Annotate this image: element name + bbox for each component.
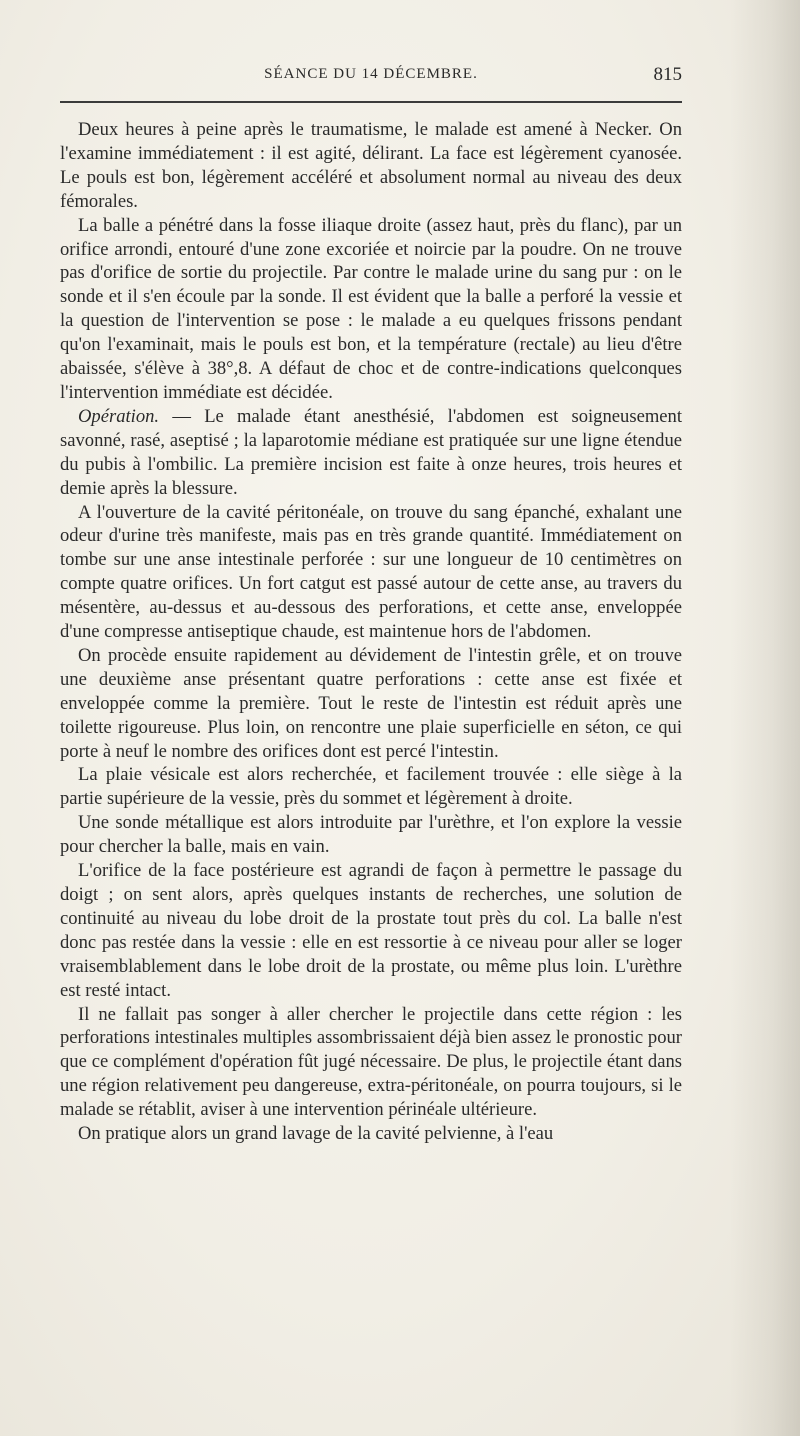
- header-title: SÉANCE DU 14 DÉCEMBRE.: [264, 66, 478, 82]
- page-edge-shadow: [730, 0, 800, 1436]
- paragraph: On procède ensuite rapidement au dévidement de l'intestin grêle, et on trouve une deuxième anse présentant quatre perforations : cette anse est fixée et enveloppée comme la première. Tout le reste de l'intestin est réduit après une toilette rigoureuse. Plus loin, on rencontre une plaie superficielle en séton, ce qui porte à neuf le nombre des orifices dont est percé l'intestin.: [60, 644, 682, 762]
- running-header: [60, 66, 682, 94]
- paragraph: La balle a pénétré dans la fosse iliaque droite (assez haut, près du flanc), par un orifice arrondi, entouré d'une zone excoriée et noircie par la poudre. On ne trouve pas d'orifice de sortie du projectile. Par contre le malade urine du sang pur : on le sonde et il s'en écoule par la sonde. Il est évident que la balle a perforé la vessie et la question de l'intervention se pose : le malade a eu quelques frissons pendant qu'on l'examinait, mais le pouls est bon, et la température (rectale) au lieu d'être abaissée, s'élève à 38°,8. A défaut de choc et de contre-indications quelconques l'intervention immédiate est décidée.: [60, 214, 682, 403]
- operation-dash: —: [159, 405, 205, 427]
- paragraph: La plaie vésicale est alors recherchée, et facilement trouvée : elle siège à la partie supérieure de la vessie, près du sommet et légèrement à droite.: [60, 764, 682, 810]
- operation-label: Opération.: [78, 405, 160, 427]
- header-rule: [60, 101, 682, 103]
- page-number: 815: [653, 64, 682, 85]
- paragraph-operation: [60, 405, 682, 501]
- paragraph: A l'ouverture de la cavité péritonéale, on trouve du sang épanché, exhalant une odeur d'urine très manifeste, mais pas en très grande quantité. Immédiatement on tombe sur une anse intestinale perforée : sur une longueur de 10 centimètres on compte quatre orifices. Un fort catgut est passé autour de cette anse, au travers du mésentère, au-dessus et au-dessous des perforations, et cette anse, enveloppée d'une compresse antiseptique chaude, est maintenue hors de l'abdomen.: [60, 501, 682, 643]
- body-text: [60, 118, 682, 1146]
- paragraph: Deux heures à peine après le traumatisme, le malade est amené à Necker. On l'examine immédiatement : il est agité, délirant. La face est légèrement cyanosée. Le pouls est bon, légèrement accéléré et absolument normal au niveau des deux fémorales.: [60, 119, 682, 212]
- paragraph: L'orifice de la face postérieure est agrandi de façon à permettre le passage du doigt ; on sent alors, après quelques instants de recherches, une solution de continuité au niveau du lobe droit de la prostate tout près du col. La balle n'est donc pas restée dans la vessie : elle en est ressortie à ce niveau pour aller se loger vraisemblablement dans le lobe droit de la prostate, ou même plus loin. L'urèthre est resté intact.: [60, 860, 682, 1001]
- paragraph: Il ne fallait pas songer à aller chercher le projectile dans cette région : les perforations intestinales multiples assombrissaient déjà bien assez le pronostic pour que ce complément d'opération fût jugé nécessaire. De plus, le projectile étant dans une région relativement peu dangereuse, extra-péritonéale, on pourra toujours, si le malade se rétablit, aviser à une intervention périnéale ultérieure.: [60, 1003, 682, 1121]
- paragraph: Une sonde métallique est alors introduite par l'urèthre, et l'on explore la vessie pour chercher la balle, mais en vain.: [60, 812, 682, 858]
- paragraph: On pratique alors un grand lavage de la cavité pelvienne, à l'eau: [78, 1123, 554, 1145]
- paragraph-text: Le malade étant anesthésié, l'abdomen est soigneusement savonné, rasé, aseptisé ; la laparotomie médiane est pratiquée sur une ligne étendue du pubis à l'ombilic. La première incision est faite à onze heures, trois heures et demie après la blessure.: [60, 405, 682, 499]
